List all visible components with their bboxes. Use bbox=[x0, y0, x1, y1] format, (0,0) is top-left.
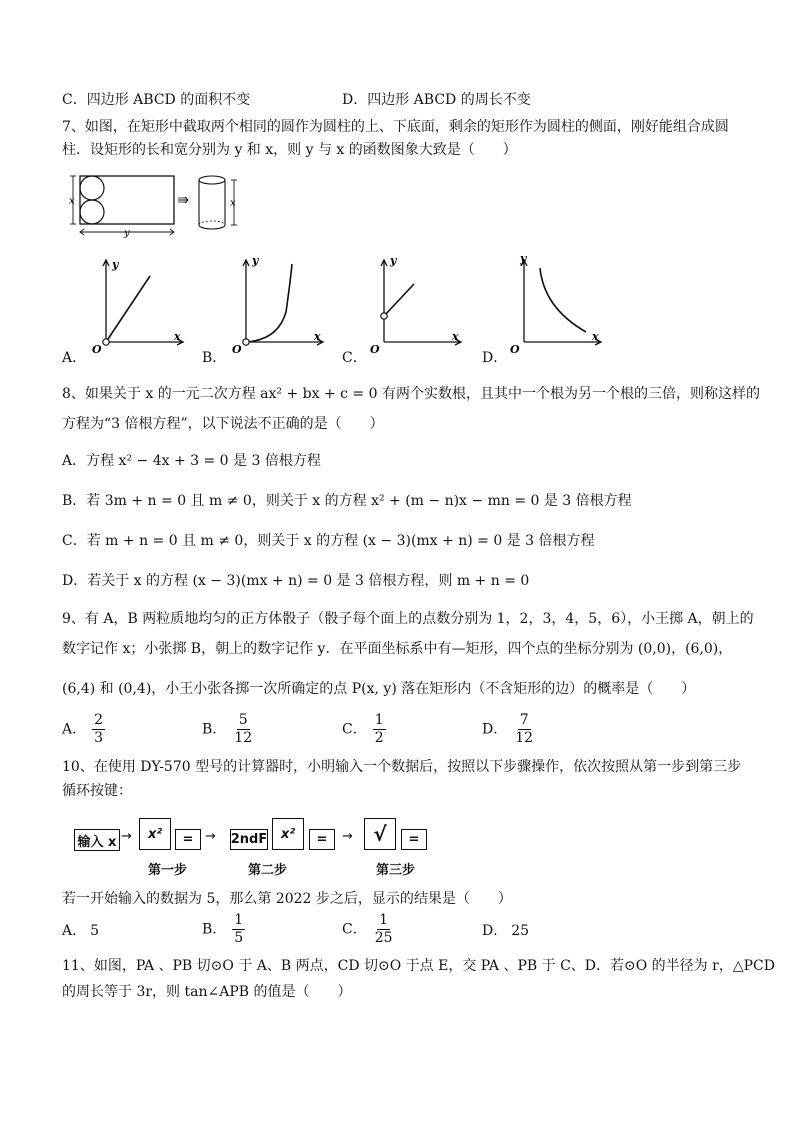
q7-stem-line1: 7、如图，在矩形中截取两个相同的圆作为圆柱的上、下底面，剩余的矩形作为圆柱的侧面，刚好能组合成圆 bbox=[62, 119, 729, 135]
graph-c-origin-label: O bbox=[370, 343, 380, 356]
key-2ndf: 2ndF bbox=[230, 829, 268, 850]
step-label-3: 第三步 bbox=[376, 863, 416, 878]
q8-option-d: D．若关于 x 的方程 (x − 3)(mx + n) = 0 是 3 倍根方程，则 m + n = 0 bbox=[62, 573, 530, 589]
graph-d-x-label: x bbox=[592, 330, 599, 343]
q7-fig-x-label-2: x bbox=[230, 198, 236, 209]
step-label-2: 第二步 bbox=[248, 863, 288, 878]
q8-option-b: B．若 3m + n = 0 且 m ≠ 0，则关于 x 的方程 x² + (m − n)x − mn = 0 是 3 倍根方程 bbox=[62, 493, 632, 509]
q6-option-d: D．四边形 ABCD 的周长不变 bbox=[342, 92, 531, 108]
graph-b-y-label: y bbox=[252, 254, 259, 267]
q7-graph-b bbox=[228, 254, 333, 356]
graph-c-x-label: x bbox=[452, 330, 459, 343]
q9-option-d: D． $\frac{7}{12}$ bbox=[482, 712, 534, 746]
graph-b-origin-label: O bbox=[232, 343, 242, 356]
q11-stem-line1: 11、如图，PA 、PB 切⊙O 于 A、B 两点，CD 切⊙O 于点 E，交 PA 、PB 于 C、D．若⊙O 的半径为 r，△PCD bbox=[62, 958, 775, 974]
q7-fig-y-label: y bbox=[124, 228, 130, 239]
key-square: x² bbox=[139, 818, 171, 850]
q7-stem-line2: 柱．设矩形的长和宽分别为 y 和 x，则 y 与 x 的函数图象大致是（ ） bbox=[62, 142, 517, 158]
q9-option-c: C． $\frac{1}{2}$ bbox=[342, 712, 384, 746]
q7-fig-x-label: x bbox=[69, 196, 75, 207]
q8-option-a: A．方程 x² − 4x + 3 = 0 是 3 倍根方程 bbox=[62, 453, 321, 469]
arrow-icon: → bbox=[121, 829, 132, 844]
graph-a-y-label: y bbox=[112, 258, 119, 271]
q10-option-a: A． 5 bbox=[62, 923, 100, 939]
q10-option-b: B． $\frac{1}{5}$ bbox=[202, 912, 244, 946]
key-square-2: x² bbox=[272, 818, 304, 850]
graph-a-x-label: x bbox=[174, 330, 181, 343]
q9-stem-line3: (6,4) 和 (0,4)，小王小张各掷一次所确定的点 P(x, y) 落在矩形内（不含矩形的边）的概率是（ ） bbox=[62, 681, 696, 697]
q8-stem-line1: 8、如果关于 x 的一元二次方程 ax² + bx + c = 0 有两个实数根，且其中一个根为另一个根的三倍，则称这样的 bbox=[62, 386, 760, 402]
q7-graph-c bbox=[366, 254, 471, 356]
q7-graph-a bbox=[88, 254, 193, 356]
q7-rectangle-cylinder-figure bbox=[62, 170, 252, 240]
q9-option-b: B． $\frac{5}{12}$ bbox=[202, 712, 253, 746]
q11-stem-line2: 的周长等于 3r，则 tan∠APB 的值是（ ） bbox=[62, 984, 352, 1000]
q7-graph-d bbox=[506, 254, 611, 356]
q10-stem-line3: 若一开始输入的数据为 5，那么第 2022 步之后，显示的结果是（ ） bbox=[62, 891, 512, 907]
q8-option-c: C．若 m + n = 0 且 m ≠ 0，则关于 x 的方程 (x − 3)(mx + n) = 0 是 3 倍根方程 bbox=[62, 533, 595, 549]
key-equals-1: = bbox=[175, 829, 201, 850]
q6-option-c: C．四边形 ABCD 的面积不变 bbox=[62, 92, 251, 108]
graph-c-y-label: y bbox=[390, 254, 397, 267]
key-input-x: 输入 x bbox=[74, 829, 120, 851]
q7-option-b: B． bbox=[202, 350, 227, 366]
key-equals-3: = bbox=[401, 829, 427, 850]
q10-stem-line2: 循环按键： bbox=[62, 783, 132, 799]
q9-stem-line1: 9、有 A，B 两粒质地均匀的正方体骰子（骰子每个面上的点数分别为 1，2，3，4，5，6），小王掷 A，朝上的 bbox=[62, 611, 754, 627]
q10-option-d: D． 25 bbox=[482, 923, 530, 939]
q7-option-c: C． bbox=[342, 350, 367, 366]
graph-b-x-label: x bbox=[314, 330, 321, 343]
q7-option-d: D． bbox=[482, 350, 508, 366]
graph-d-origin-label: O bbox=[510, 343, 520, 356]
q8-stem-line2: 方程为“3 倍根方程”，以下说法不正确的是（ ） bbox=[62, 416, 384, 432]
key-sqrt: √ bbox=[364, 818, 396, 850]
q7-option-a: A． bbox=[62, 350, 87, 366]
q10-stem-line1: 10、在使用 DY-570 型号的计算器时，小明输入一个数据后，按照以下步骤操作，依次按照从第一步到第三步 bbox=[62, 759, 742, 775]
key-equals-2: = bbox=[309, 829, 335, 850]
q9-stem-line2: 数字记作 x；小张掷 B，朝上的数字记作 y．在平面坐标系中有—矩形，四个点的坐标分别为 (0,0)，(6,0)， bbox=[62, 641, 733, 657]
q10-option-c: C． $\frac{1}{25}$ bbox=[342, 912, 393, 946]
arrow-icon: → bbox=[342, 829, 353, 844]
q9-option-a: A． $\frac{2}{3}$ bbox=[62, 712, 104, 746]
step-label-1: 第一步 bbox=[148, 863, 188, 878]
graph-d-y-label: y bbox=[520, 254, 527, 265]
graph-a-origin-label: O bbox=[92, 343, 102, 356]
arrow-icon: → bbox=[205, 829, 216, 844]
